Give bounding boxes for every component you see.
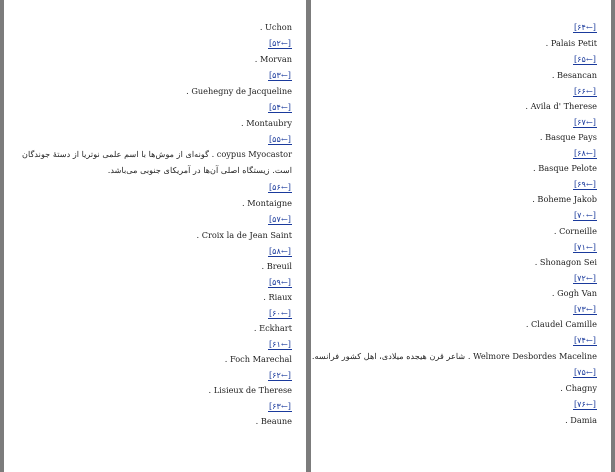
note-backlink[interactable]: [←۷۴] bbox=[573, 335, 596, 345]
note-text: Welmore Desbordes Maceline . شاعر قرن هیجده میلادی، اهل کشور فرانسه. bbox=[311, 351, 597, 361]
note-text: Basque Pelote . bbox=[533, 163, 597, 173]
note-backlink[interactable]: [←۵۴] bbox=[268, 102, 291, 112]
note-text: Boheme Jakob . bbox=[532, 194, 597, 204]
note-backlink[interactable]: [←۷۳] bbox=[573, 304, 596, 314]
note-backlink[interactable]: [←۶۲] bbox=[268, 370, 291, 380]
note-text: Avila d' Therese . bbox=[525, 101, 597, 111]
note-backlink[interactable]: [←۵۵] bbox=[268, 134, 291, 144]
note-backlink[interactable]: [←۶۶] bbox=[573, 86, 596, 96]
note-backlink[interactable]: [←۶۳] bbox=[268, 401, 291, 411]
note-backlink[interactable]: [←۷۱] bbox=[573, 242, 596, 252]
left-page bbox=[4, 0, 306, 472]
note-backlink[interactable]: [←۶۹] bbox=[573, 179, 596, 189]
note-text: Uchon . bbox=[259, 22, 292, 32]
note-text: Shonagon Sei . bbox=[534, 257, 597, 267]
note-text: Eckhart . bbox=[253, 323, 292, 333]
note-backlink[interactable]: [←۶۱] bbox=[268, 339, 291, 349]
note-text: Riaux . bbox=[263, 292, 292, 302]
note-text: Damia . bbox=[565, 415, 597, 425]
note-text: Besancan . bbox=[551, 70, 597, 80]
note-text: Breuil . bbox=[261, 261, 292, 271]
note-backlink[interactable]: [←۶۸] bbox=[573, 148, 596, 158]
right-page bbox=[311, 0, 611, 472]
note-text: Montaigne . bbox=[242, 198, 292, 208]
note-text: Lisieux de Therese . bbox=[208, 385, 292, 395]
note-backlink[interactable]: [←۵۹] bbox=[268, 277, 291, 287]
note-backlink[interactable]: [←۷۶] bbox=[573, 399, 596, 409]
note-text: Croix la de Jean Saint . bbox=[196, 230, 292, 240]
note-text: Gogh Van . bbox=[551, 288, 597, 298]
note-text: Basque Pays . bbox=[539, 132, 597, 142]
note-text: Beaune . bbox=[255, 416, 292, 426]
note-text: Morvan . bbox=[254, 54, 292, 64]
note-backlink[interactable]: [←۶۴] bbox=[573, 22, 596, 32]
note-text: Corneille . bbox=[553, 226, 597, 236]
note-backlink[interactable]: [←۵۸] bbox=[268, 246, 291, 256]
note-text-multiline: coypus Myocastor . گونه‌ای از موش‌ها با اسم علمی نوتریا از دستهٔ جوندگان است. زیستگاه اصلی آن‌ها در آمریکای جنوبی می‌باشد. bbox=[21, 149, 292, 175]
note-backlink[interactable]: [←۶۵] bbox=[573, 54, 596, 64]
note-backlink[interactable]: [←۵۲] bbox=[268, 38, 291, 48]
note-text: Montaubry . bbox=[240, 118, 292, 128]
note-text: Chagny . bbox=[560, 383, 597, 393]
note-backlink[interactable]: [←۵۳] bbox=[268, 70, 291, 80]
note-text: Foch Marechal . bbox=[224, 354, 292, 364]
note-backlink[interactable]: [←۵۷] bbox=[268, 214, 291, 224]
note-text: Claudel Camille . bbox=[525, 319, 597, 329]
note-backlink[interactable]: [←۶۰] bbox=[268, 308, 291, 318]
note-backlink[interactable]: [←۷۲] bbox=[573, 273, 596, 283]
note-backlink[interactable]: [←۷۰] bbox=[573, 210, 596, 220]
note-backlink[interactable]: [←۶۷] bbox=[573, 117, 596, 127]
note-backlink[interactable]: [←۷۵] bbox=[573, 367, 596, 377]
note-text: Palais Petit . bbox=[545, 38, 597, 48]
note-backlink[interactable]: [←۵۶] bbox=[268, 182, 291, 192]
note-text: Guehegny de Jacqueline . bbox=[186, 86, 292, 96]
